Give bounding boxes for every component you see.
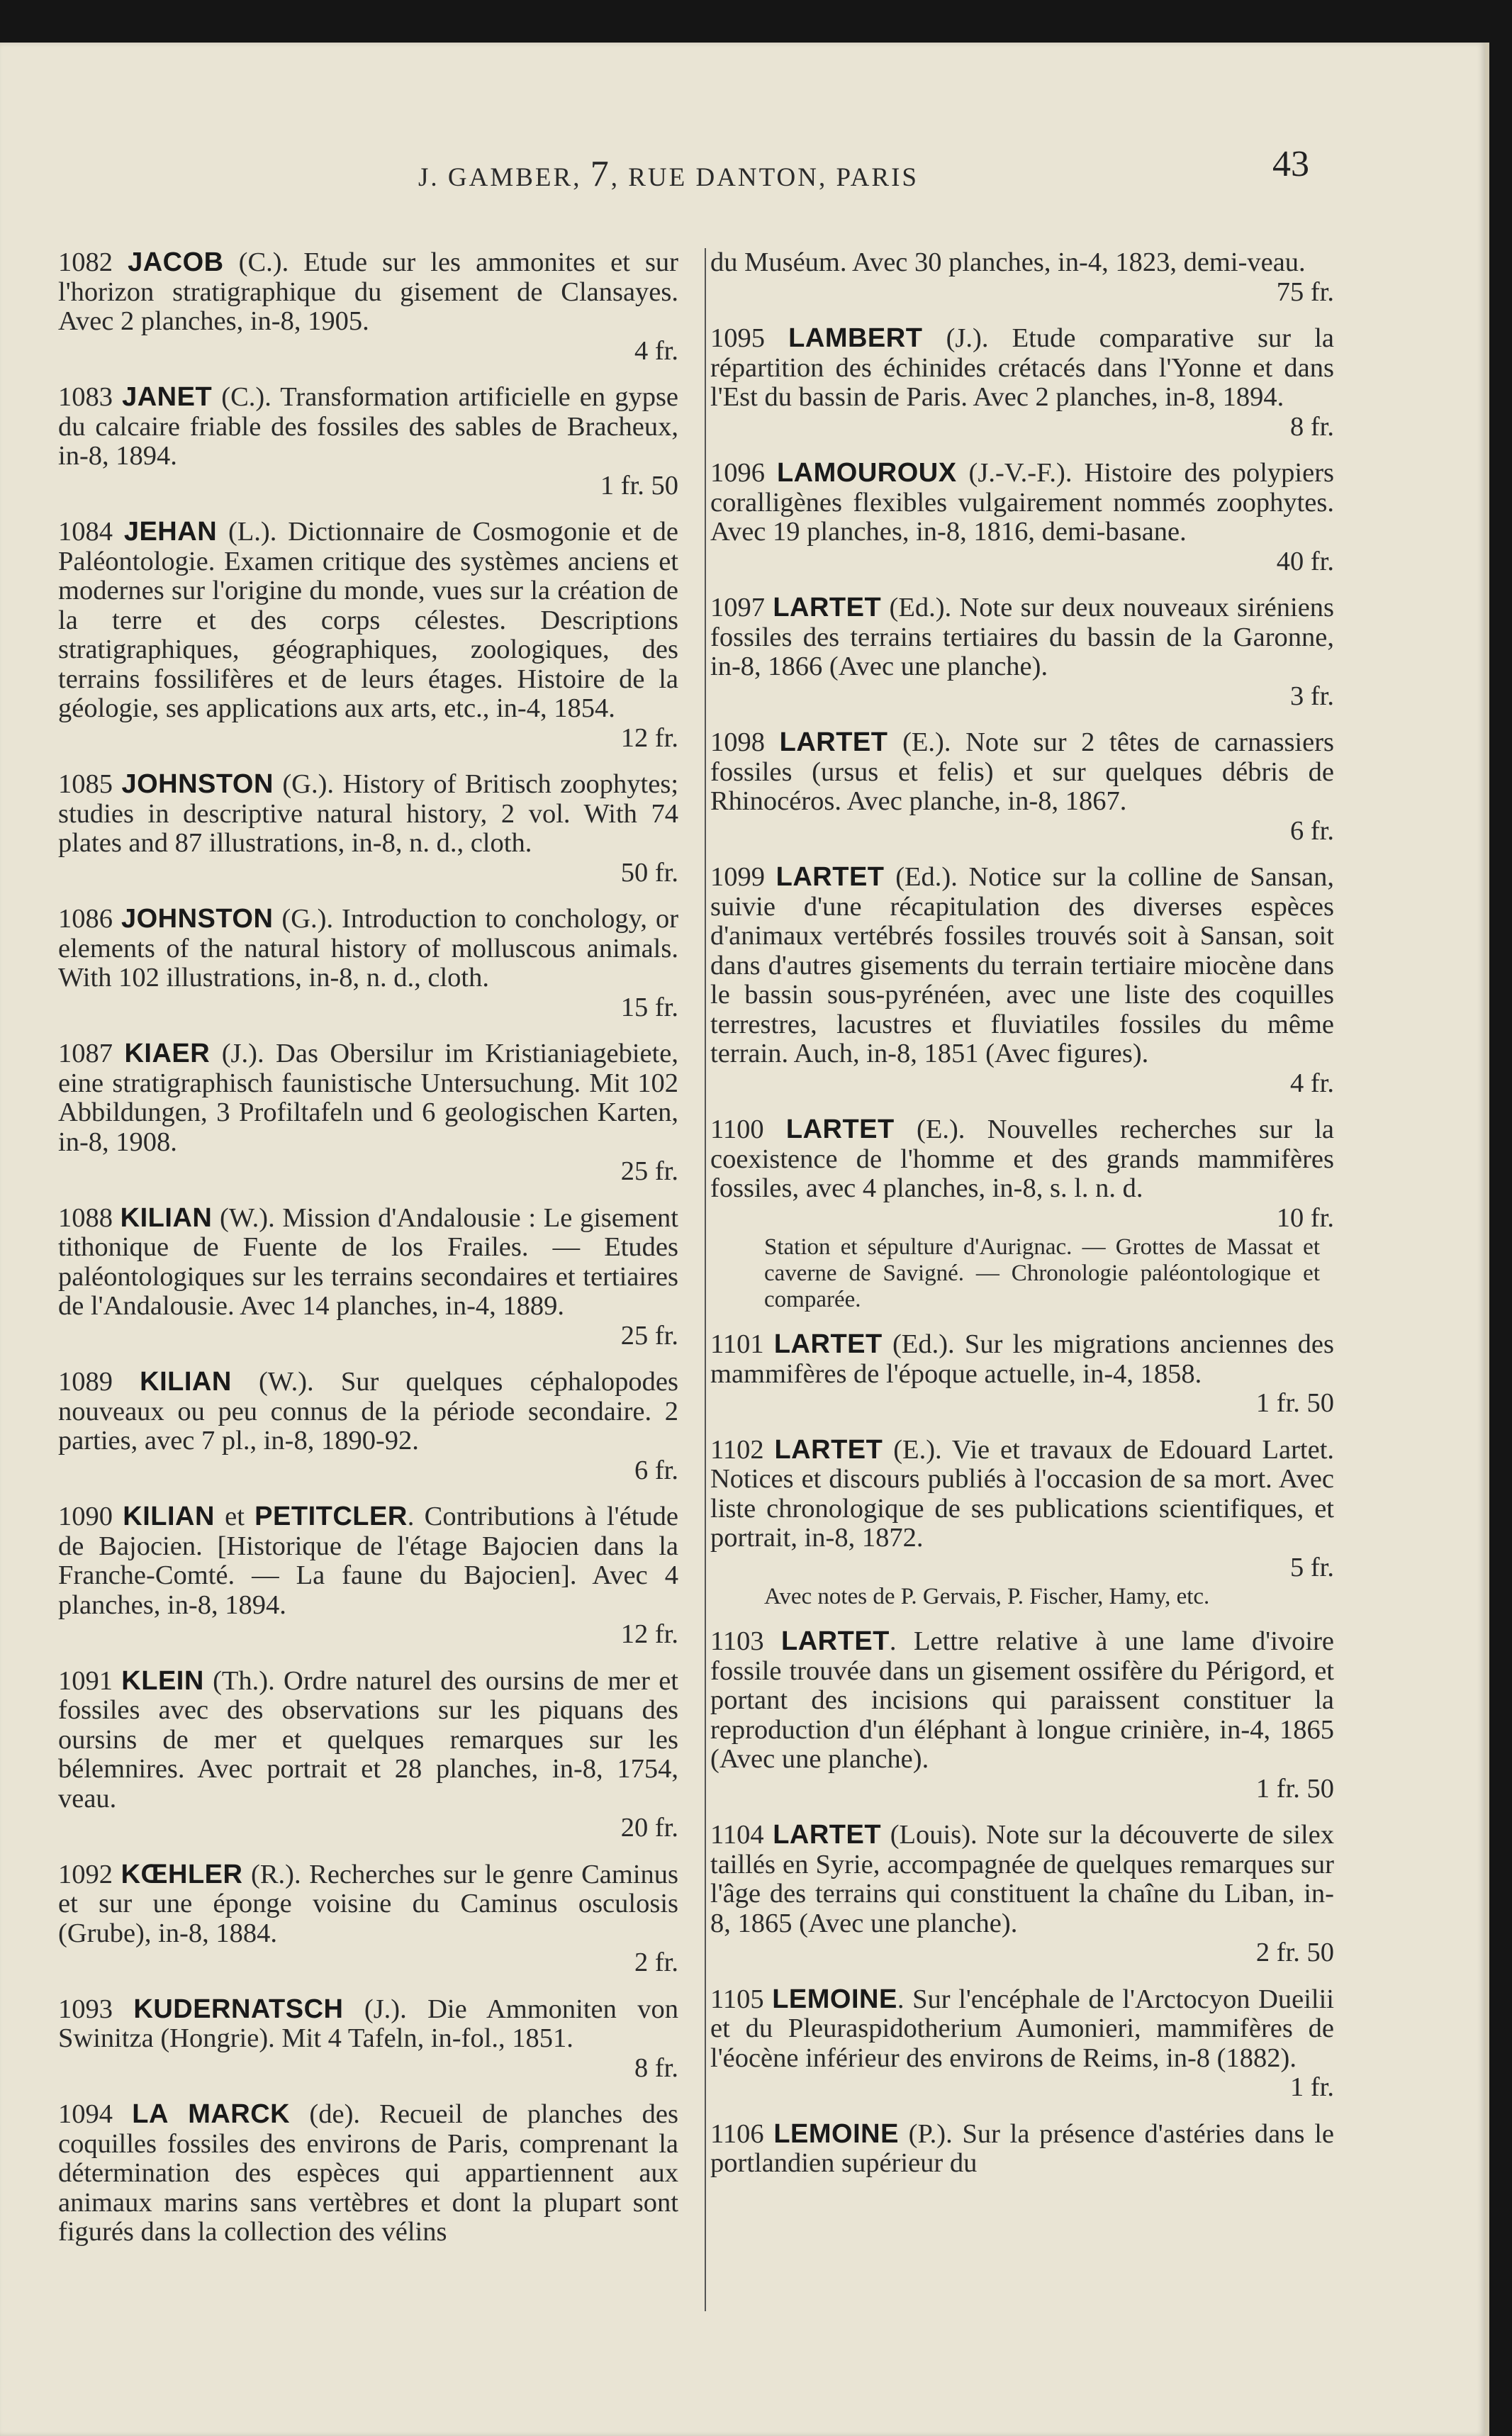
catalog-entry — [58, 1667, 678, 1843]
entry-number: 1095 — [710, 323, 765, 353]
catalog-entry — [58, 518, 678, 753]
entry-note: Station et sépulture d'Aurignac. — Grottes de Massat et caverne de Savigné. — Chronologie paléontologique et comparée. — [764, 1234, 1320, 1312]
entry-description: (J.-V.-F.). Histoire des polypiers coralligènes flexibles vulgairement nommés zoophytes. Avec 19 planches, in-8, 1816, demi-basane. — [710, 458, 1335, 547]
entry-description: (J.). Das Obersilur im Kristianiagebiete, eine stratigraphisch faunistische Untersuchung. Mit 102 Abbildungen, 3 Profiltafeln und 6 geologischen Karten, in-8, 1908. — [58, 1039, 679, 1157]
entry-price: 4 fr. — [1289, 1068, 1334, 1098]
author-name: LEMOINE — [772, 1984, 897, 2014]
entry-description: (Louis). Note sur la découverte de silex taillés en Syrie, accompagnée de quelques remarques sur l'âge des terrains qui constituent la chaîne du Liban, in-8, 1865 (Avec une planche). — [710, 1820, 1335, 1938]
entry-price: 1 fr. 50 — [600, 470, 678, 501]
author-name: KLEIN — [121, 1665, 204, 1696]
catalog-entry — [710, 1436, 1334, 1611]
entry-number: 1082 — [58, 247, 113, 277]
catalog-entry — [710, 459, 1334, 576]
entry-note: Avec notes de P. Gervais, P. Fischer, Hamy, etc. — [764, 1584, 1210, 1609]
entry-description: . Sur l'encéphale de l'Arctocyon Dueilii et du Pleuraspidotherium Aumonieri, mammifères de l'éocène inférieur des environs de Reims, in-8 (1882). — [710, 1984, 1335, 2073]
running-head — [0, 142, 1485, 199]
author-name: LAMBERT — [788, 323, 923, 353]
author-name: JANET — [122, 382, 213, 412]
entry-price: 1 fr. 50 — [1255, 1773, 1334, 1804]
catalog-entry — [58, 383, 678, 501]
entry-price: 6 fr. — [1289, 815, 1334, 846]
entry-description: (R.). Recherches sur le genre Caminus et sur une éponge voisine du Caminus osculosis (Grube), in-8, 1884. — [58, 1859, 679, 1948]
entry-description: (G.). History of Britisch zoophytes; studies in descriptive natural history, 2 vol. With 74 plates and 87 illustrations, in-8, n. d., cloth. — [58, 769, 679, 858]
entry-description: (J.). Die Ammoniten von Swinitza (Hongrie). Mit 4 Tafeln, in-fol., 1851. — [58, 1994, 678, 2053]
author-name: LARTET — [775, 862, 885, 892]
entry-number: 1087 — [58, 1039, 113, 1068]
entry-price: 2 fr. 50 — [1255, 1938, 1334, 1967]
entry-price: 25 fr. — [620, 1320, 678, 1351]
author-name: LARTET — [773, 593, 882, 622]
catalog-entry — [58, 1368, 678, 1485]
column-divider — [705, 248, 706, 2311]
catalog-entry — [710, 1115, 1334, 1313]
author-name: JACOB — [128, 247, 224, 277]
catalog-entry — [58, 2100, 678, 2247]
author-name: LARTET — [785, 1114, 895, 1144]
author-name: LARTET — [774, 1434, 883, 1465]
entry-description: . Contributions à l'étude de Bajocien. [Historique de l'étage Bajocien dans la Franche-Comté. — La faune du Bajocien]. Avec 4 planches, in-8, 1894. — [58, 1502, 678, 1620]
catalog-entry — [710, 1821, 1334, 1968]
author-name: LEMOINE — [773, 2118, 899, 2149]
catalog-entry — [710, 1985, 1334, 2103]
entry-number: 1086 — [58, 904, 113, 934]
catalog-entry — [58, 905, 678, 1022]
entry-description: (Ed.). Note sur deux nouveaux siréniens fossiles des terrains tertiaires du bassin de la Garonne, in-8, 1866 (Avec une planche). — [710, 593, 1335, 681]
entry-price: 1 fr. — [1289, 2072, 1334, 2102]
catalog-entry — [58, 770, 678, 888]
co-author-name: PETITCLER — [254, 1502, 408, 1531]
author-name: LAMOUROUX — [776, 458, 957, 488]
entry-number: 1093 — [58, 1994, 113, 2024]
catalog-entry — [710, 1330, 1334, 1419]
entry-number: 1084 — [58, 517, 113, 547]
entry-number: 1099 — [710, 862, 765, 892]
entry-description: (E.). Note sur 2 têtes de carnassiers fossiles (ursus et felis) et sur quelques débris de Rhinocéros. Avec planche, in-8, 1867. — [710, 727, 1335, 816]
entry-number: 1102 — [710, 1434, 764, 1465]
entry-price: 5 fr. — [1289, 1552, 1334, 1582]
author-name: KILIAN — [120, 1202, 213, 1233]
entry-description: (de). Recueil de planches des coquilles fossiles des environs de Paris, comprenant la détermination des espèces qui appartiennent aux animaux marins sans vertèbres et dont la plupart sont figurés dans la collection des vélins — [58, 2099, 679, 2247]
author-name: JOHNSTON — [121, 904, 274, 934]
catalog-entry — [58, 1502, 678, 1650]
catalog-page — [0, 43, 1489, 2436]
entry-price: 20 fr. — [620, 1813, 678, 1843]
entry-description: (W.). Sur quelques céphalopodes nouveaux ou peu connus de la période secondaire. 2 parties, avec 7 pl., in-8, 1890-92. — [58, 1367, 678, 1456]
author-name: JEHAN — [123, 517, 218, 547]
author-name: LARTET — [779, 727, 888, 757]
entry-price: 75 fr. — [1276, 276, 1334, 307]
author-name: KILIAN — [123, 1502, 215, 1531]
entry-price: 8 fr. — [1289, 411, 1334, 442]
author-name: LARTET — [773, 1820, 882, 1850]
continued-entry — [710, 248, 1334, 307]
entry-number: 1097 — [710, 593, 765, 622]
catalog-entry — [58, 1995, 678, 2084]
entry-description: (W.). Mission d'Andalousie : Le gisement tithonique de Fuente de los Frailes. — Etudes paléontologiques sur les terrains secondaires et tertiaires de l'Andalousie. Avec 14 planches, in-4, 1889. — [58, 1202, 678, 1321]
author-name: LA MARCK — [132, 2099, 291, 2129]
entry-number: 1083 — [58, 382, 113, 412]
entry-number: 1103 — [710, 1626, 764, 1656]
catalog-entry — [710, 863, 1334, 1098]
author-name: LARTET — [781, 1626, 890, 1656]
entry-price: 15 fr. — [620, 992, 678, 1022]
left-column — [58, 248, 678, 2264]
entry-number: 1105 — [710, 1984, 764, 2014]
entry-price: 10 fr. — [1276, 1202, 1334, 1233]
entry-number: 1089 — [58, 1367, 113, 1397]
author-name: LARTET — [773, 1329, 883, 1359]
catalog-entry — [58, 1039, 678, 1187]
catalog-entry — [710, 1627, 1334, 1804]
author-name: JOHNSTON — [121, 769, 274, 799]
entry-price: 25 fr. — [620, 1156, 678, 1186]
entry-number: 1101 — [710, 1329, 764, 1359]
entry-price: 2 fr. — [634, 1948, 678, 1977]
entry-number: 1094 — [58, 2099, 113, 2129]
entry-price: 4 fr. — [634, 335, 678, 366]
running-head-text: J. GAMBER, 7, RUE DANTON, PARIS — [418, 154, 919, 194]
entry-number: 1104 — [710, 1820, 764, 1850]
entry-price: 12 fr. — [620, 1619, 678, 1649]
author-name: KŒHLER — [121, 1859, 243, 1889]
entry-number: 1100 — [710, 1114, 764, 1144]
author-name: KUDERNATSCH — [133, 1994, 344, 2024]
entry-description: (P.). Sur la présence d'astéries dans le portlandien supérieur du — [710, 2118, 1334, 2178]
author-name: KILIAN — [140, 1367, 232, 1397]
page-number: 43 — [1272, 144, 1309, 184]
entry-description: (E.). Nouvelles recherches sur la coexistence de l'homme et des grands mammifères fossiles, avec 4 planches, in-8, s. l. n. d. — [710, 1114, 1335, 1203]
catalog-entry — [710, 593, 1334, 711]
entry-number: 1091 — [58, 1665, 113, 1696]
entry-price: 6 fr. — [634, 1455, 678, 1485]
entry-number: 1106 — [710, 2118, 764, 2149]
entry-description: (Ed.). Notice sur la colline de Sansan, suivie d'une récapitulation des diverses espèces d'animaux vertébrés fossiles trouvés soit à Sansan, soit dans d'autres gisements du terrain tertiaire miocène dans le bassin sous-pyrénéen, avec une liste des coquilles terrestres, lacustres et fluviatiles fossiles du même terrain. Auch, in-8, 1851 (Avec figures). — [710, 862, 1335, 1068]
entry-number: 1090 — [58, 1502, 113, 1531]
entry-price: 12 fr. — [620, 722, 678, 753]
catalog-entry — [58, 1204, 678, 1351]
entry-number: 1085 — [58, 769, 113, 799]
entry-description: (E.). Vie et travaux de Edouard Lartet. Notices et discours publiés à l'occasion de sa mort. Avec liste chronologique de ses publications scientifiques, et portrait, in-8, 1872. — [710, 1434, 1335, 1553]
entry-description: (J.). Etude comparative sur la répartition des échinides crétacés dans l'Yonne et dans l'Est du bassin de Paris. Avec 2 planches, in-8, 1894. — [710, 323, 1335, 412]
catalog-entry — [58, 248, 678, 366]
entry-price: 40 fr. — [1276, 546, 1334, 576]
entry-number: 1096 — [710, 458, 765, 488]
entry-description: . Lettre relative à une lame d'ivoire fossile trouvée dans un gisement ossifère du Périgord, et portant des incisions qui paraissent constituer la reproduction d'un éléphant à longue crinière, in-4, 1865 (Avec une planche). — [710, 1626, 1334, 1774]
entry-number: 1092 — [58, 1859, 113, 1889]
entry-description: (C.). Etude sur les ammonites et sur l'horizon stratigraphique du gisement de Clansayes. Avec 2 planches, in-8, 1905. — [58, 247, 678, 336]
entry-price: 50 fr. — [620, 857, 678, 888]
entry-price: 1 fr. 50 — [1255, 1388, 1334, 1418]
entry-price: 3 fr. — [1289, 681, 1334, 711]
catalog-entry — [58, 1860, 678, 1978]
right-column — [710, 248, 1334, 2196]
entry-number: 1088 — [58, 1202, 113, 1233]
entry-description: (G.). Introduction to conchology, or elements of the natural history of molluscous animals. With 102 illustrations, in-8, n. d., cloth. — [58, 904, 679, 993]
author-name: KIAER — [124, 1039, 211, 1068]
continued-text: du Muséum. Avec 30 planches, in-4, 1823, demi-veau. — [710, 247, 1306, 277]
catalog-entry — [710, 2120, 1334, 2179]
entry-number: 1098 — [710, 727, 765, 757]
entry-description: (C.). Transformation artificielle en gypse du calcaire friable des fossiles des sables de Bracheux, in-8, 1894. — [58, 382, 679, 471]
catalog-entry — [710, 728, 1334, 846]
author-conjunction: et — [214, 1502, 255, 1531]
entry-description: (L.). Dictionnaire de Cosmogonie et de Paléontologie. Examen critique des systèmes anciens et modernes sur l'origine du monde, vues sur la création de la terre et des corps célestes. Descriptions stratigraphiques, géographiques, zoologiques, des terrains fossilifères et de leurs étages. Histoire de la géologie, ses applications aux arts, etc., in-4, 1854. — [58, 517, 679, 723]
entry-description: (Th.). Ordre naturel des oursins de mer et fossiles avec des observations sur les piquans des oursins de mer et quelques remarques sur les bélemnires. Avec portrait et 28 planches, in-8, 1754, veau. — [58, 1665, 678, 1814]
entry-description: (Ed.). Sur les migrations anciennes des mammifères de l'époque actuelle, in-4, 1858. — [710, 1329, 1334, 1389]
entry-price: 8 fr. — [634, 2052, 678, 2083]
catalog-entry — [710, 324, 1334, 442]
